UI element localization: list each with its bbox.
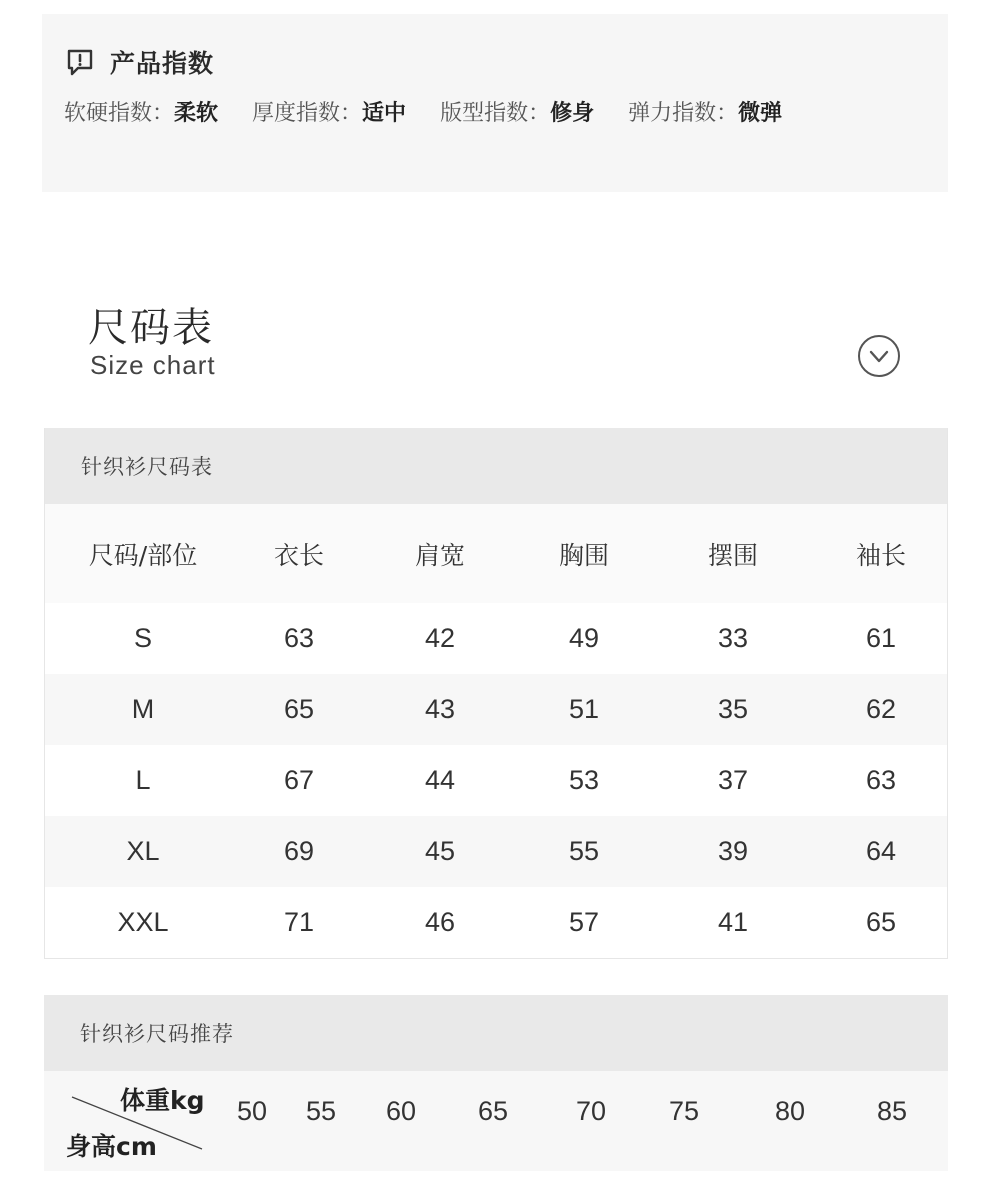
weight-value: 55 bbox=[305, 1095, 337, 1126]
height-axis-label: 身高cm bbox=[66, 1132, 157, 1161]
header-cell: 摆围 bbox=[707, 540, 759, 570]
table-cell: 37 bbox=[717, 765, 749, 795]
header-cell: 胸围 bbox=[558, 540, 610, 570]
index-softness: 软硬指数：柔软 bbox=[64, 100, 219, 126]
weight-value: 50 bbox=[236, 1095, 268, 1126]
table-row bbox=[45, 603, 947, 674]
table-cell: 63 bbox=[865, 765, 897, 795]
size-table bbox=[44, 428, 948, 959]
header-cell: 肩宽 bbox=[414, 540, 466, 570]
table-row bbox=[45, 887, 947, 958]
weight-value: 75 bbox=[668, 1095, 700, 1126]
table-cell: 43 bbox=[424, 694, 456, 724]
header-cell: 衣长 bbox=[273, 540, 325, 570]
size-chart-subtitle: Size chart bbox=[90, 350, 216, 380]
chevron-down-circle-icon[interactable] bbox=[857, 334, 901, 378]
product-index-title: 产品指数 bbox=[110, 49, 215, 78]
table-cell: 39 bbox=[717, 836, 749, 866]
table-cell: 35 bbox=[717, 694, 749, 724]
weight-value: 80 bbox=[774, 1095, 806, 1126]
table-cell: 51 bbox=[568, 694, 600, 724]
table-cell: 62 bbox=[865, 694, 897, 724]
table-cell: 41 bbox=[717, 907, 749, 937]
table-cell: 71 bbox=[283, 907, 315, 937]
table-cell: L bbox=[135, 765, 151, 795]
size-recommend-table bbox=[44, 995, 948, 1192]
header-cell: 尺码/部位 bbox=[88, 540, 198, 570]
comment-icon bbox=[64, 46, 96, 78]
table-row bbox=[45, 674, 947, 745]
weight-value: 65 bbox=[477, 1095, 509, 1126]
recommend-table-caption: 针织衫尺码推荐 bbox=[44, 995, 948, 1071]
index-fit: 版型指数：修身 bbox=[440, 100, 595, 126]
weight-value: 85 bbox=[876, 1095, 908, 1126]
header-cell: 袖长 bbox=[855, 540, 907, 570]
product-index-header bbox=[64, 44, 214, 80]
table-cell: 44 bbox=[424, 765, 456, 795]
table-cell: 55 bbox=[568, 836, 600, 866]
table-cell: 64 bbox=[865, 836, 897, 866]
table-cell: 49 bbox=[568, 623, 600, 653]
table-cell: 61 bbox=[865, 623, 897, 653]
table-row bbox=[45, 745, 947, 816]
size-chart-title: 尺码表 bbox=[88, 305, 214, 351]
size-table-caption: 针织衫尺码表 bbox=[45, 428, 947, 504]
index-elasticity: 弹力指数：微弹 bbox=[628, 100, 783, 126]
table-cell: 57 bbox=[568, 907, 600, 937]
table-cell: 69 bbox=[283, 836, 315, 866]
product-index-row bbox=[64, 96, 816, 126]
table-cell: S bbox=[133, 623, 153, 653]
table-cell: 65 bbox=[865, 907, 897, 937]
table-cell: 65 bbox=[283, 694, 315, 724]
index-thickness: 厚度指数：适中 bbox=[252, 100, 407, 126]
table-cell: 42 bbox=[424, 623, 456, 653]
table-cell: 63 bbox=[283, 623, 315, 653]
table-cell: 33 bbox=[717, 623, 749, 653]
table-row bbox=[45, 816, 947, 887]
table-cell: XL bbox=[126, 836, 160, 866]
table-cell: 45 bbox=[424, 836, 456, 866]
weight-value: 60 bbox=[385, 1095, 417, 1126]
table-cell: 46 bbox=[424, 907, 456, 937]
size-table-header-row bbox=[45, 504, 947, 603]
weight-value: 70 bbox=[575, 1095, 607, 1126]
weight-axis-label: 体重kg bbox=[120, 1086, 205, 1115]
recommend-header-row bbox=[44, 1071, 948, 1171]
table-cell: M bbox=[131, 694, 155, 724]
table-cell: XXL bbox=[117, 907, 169, 937]
table-cell: 67 bbox=[283, 765, 315, 795]
recommend-next-row bbox=[44, 1171, 948, 1192]
table-cell: 53 bbox=[568, 765, 600, 795]
